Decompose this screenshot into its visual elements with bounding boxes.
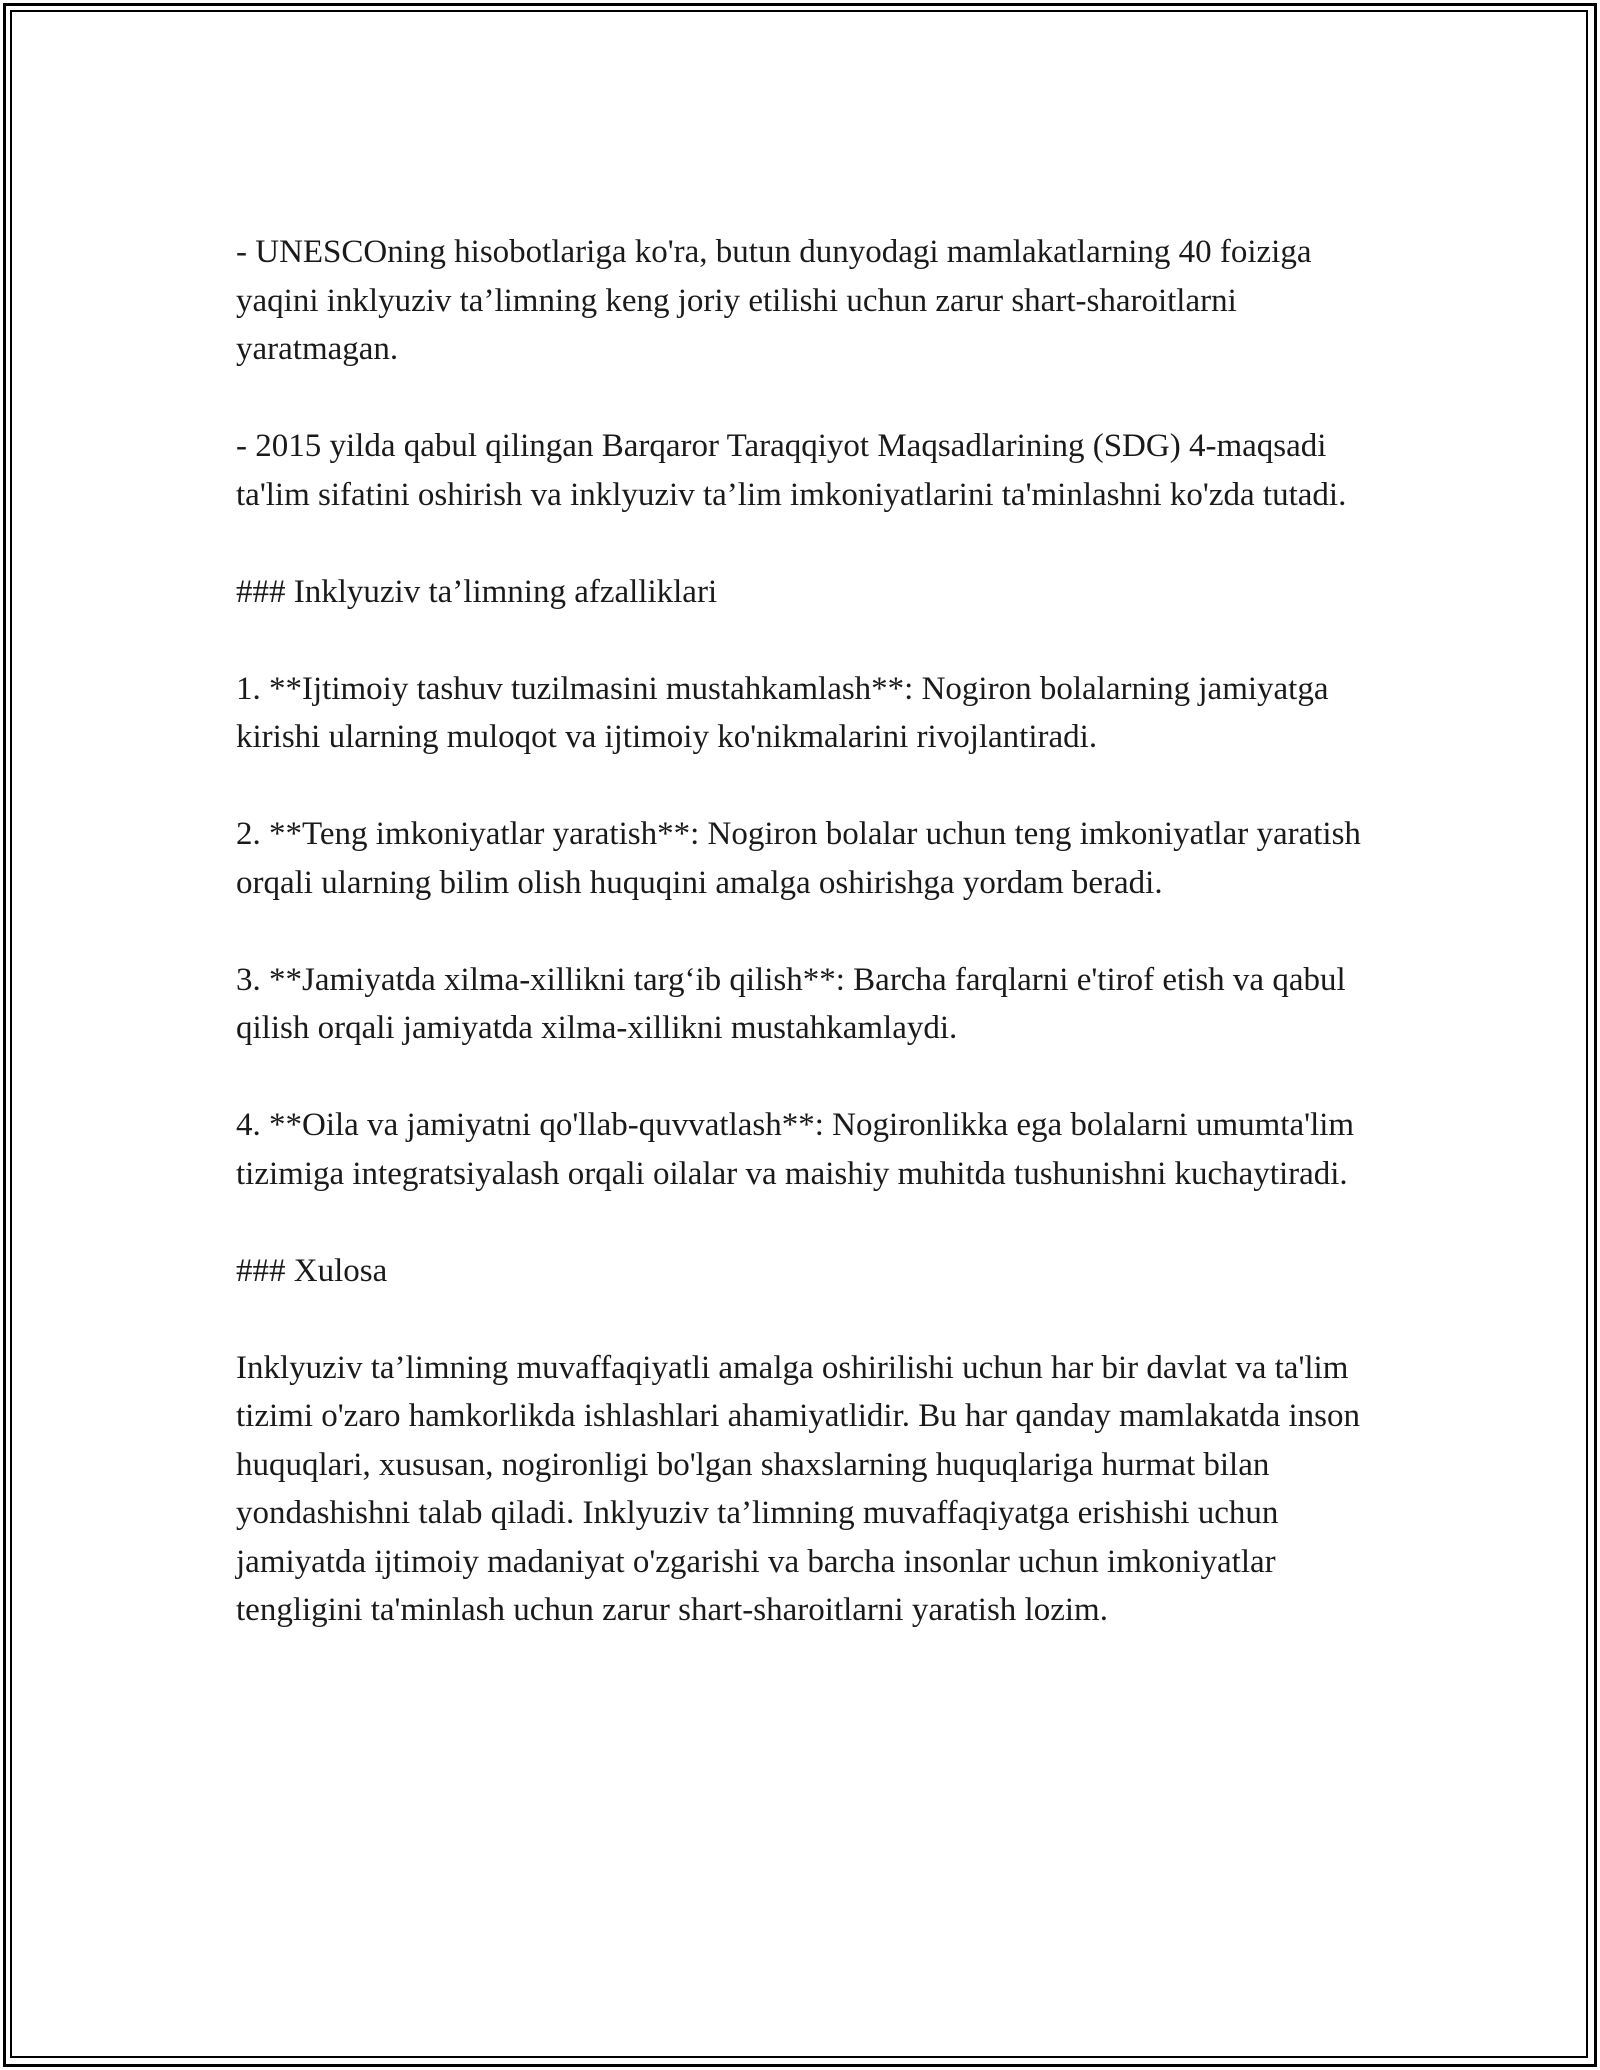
section-heading-benefits: ### Inklyuziv ta’limning afzalliklari: [236, 573, 718, 610]
list-item-1: 1. **Ijtimoiy tashuv tuzilmasini mustahkamlash**: Nogiron bolalarning jamiyatga kirishi ularning muloqot va ijtimoiy ko'nikmalarini rivojlantiradi.: [236, 670, 1329, 755]
list-item-3: 3. **Jamiyatda xilma-xillikni targ‘ib qilish**: Barcha farqlarni e'tirof etish va qabul qilish orqali jamiyatda xilma-xillikni mustahkamlaydi.: [236, 961, 1346, 1046]
section-heading-conclusion: ### Xulosa: [236, 1252, 388, 1289]
bullet-unesco: - UNESCOning hisobotlariga ko'ra, butun dunyodagi mamlakatlarning 40 foiziga yaqini inklyuziv ta’limning keng joriy etilishi uchun zarur shart-sharoitlarni yaratmagan.: [236, 234, 1312, 367]
document-body: [236, 228, 1366, 1635]
conclusion-paragraph: Inklyuziv ta’limning muvaffaqiyatli amalga oshirilishi uchun har bir davlat va ta'lim tizimi o'zaro hamkorlikda ishlashlari ahamiyatlidir. Bu har qanday mamlakatda inson huquqlari, xususan, nogironligi bo'lgan shaxslarning huquqlariga hurmat bilan yondashishni talab qiladi. Inklyuziv ta’limning muvaffaqiyatga erishishi uchun jamiyatda ijtimoiy madaniyat o'zgarishi va barcha insonlar uchun imkoniyatlar tengligini ta'minlash uchun zarur shart-sharoitlarni yaratish lozim.: [236, 1349, 1360, 1628]
list-item-2: 2. **Teng imkoniyatlar yaratish**: Nogiron bolalar uchun teng imkoniyatlar yaratish orqali ularning bilim olish huquqini amalga oshirishga yordam beradi.: [236, 816, 1361, 901]
list-item-4: 4. **Oila va jamiyatni qo'llab-quvvatlash**: Nogironlikka ega bolalarni umumta'lim tizimiga integratsiyalash orqali oilalar va maishiy muhitda tushunishni kuchaytiradi.: [236, 1107, 1355, 1192]
bullet-sdg: - 2015 yilda qabul qilingan Barqaror Taraqqiyot Maqsadlarining (SDG) 4-maqsadi ta'lim sifatini oshirish va inklyuziv ta’lim imkoniyatlarini ta'minlashni ko'zda tutadi.: [236, 428, 1347, 513]
